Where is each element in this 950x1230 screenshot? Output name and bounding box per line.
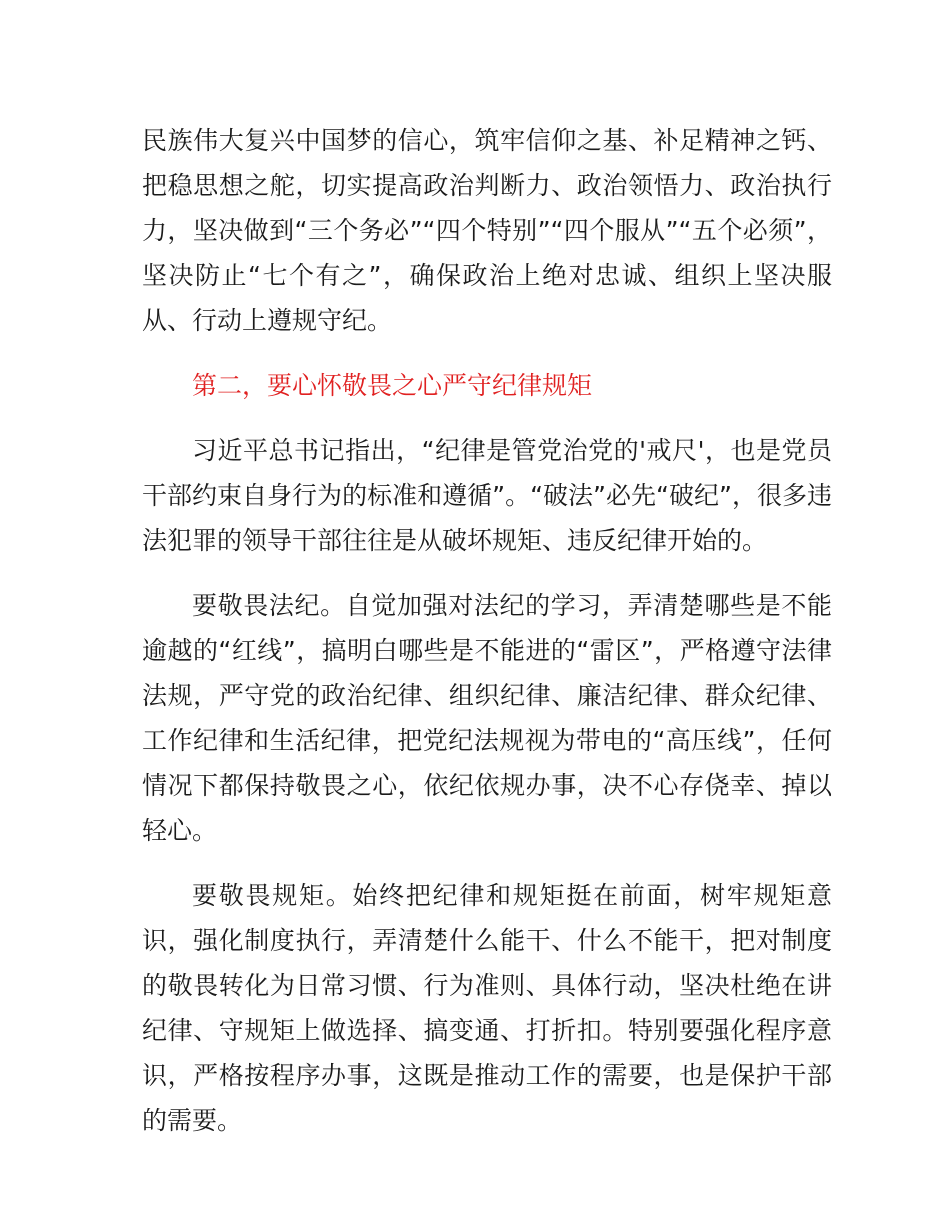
paragraph-continued: 民族伟大复兴中国梦的信心，筑牢信仰之基、补足精神之钙、把稳思想之舵，切实提高政治判断力、政治领悟力、政治执行力，坚决做到“三个务必”“四个特别”“四个服从”“五个必须”，坚决防止“七个有之”，确保政治上绝对忠诚、组织上坚决服从、行动上遵规守纪。 bbox=[142, 126, 832, 335]
document-body bbox=[142, 118, 832, 1163]
paragraph-quote: 习近平总书记指出，“纪律是管党治党的'戒尺'，也是党员干部约束自身行为的标准和遵循”。“破法”必先“破纪”，很多违法犯罪的领导干部往往是从破坏规矩、违反纪律开始的。 bbox=[142, 436, 832, 555]
paragraph-respect-law: 要敬畏法纪。自觉加强对法纪的学习，弄清楚哪些是不能逾越的“红线”，搞明白哪些是不能进的“雷区”，严格遵守法律法规，严守党的政治纪律、组织纪律、廉洁纪律、群众纪律、工作纪律和生活纪律，把党纪法规视为带电的“高压线”，任何情况下都保持敬畏之心，依纪依规办事，决不心存侥幸、掉以轻心。 bbox=[142, 591, 832, 845]
section-heading: 第二，要心怀敬畏之心严守纪律规矩 bbox=[192, 371, 593, 400]
paragraph-respect-rules: 要敬畏规矩。始终把纪律和规矩挺在前面，树牢规矩意识，强化制度执行，弄清楚什么能干、什么不能干，把对制度的敬畏转化为日常习惯、行为准则、具体行动，坚决杜绝在讲纪律、守规矩上做选择、搞变通、打折扣。特别要强化程序意识，严格按程序办事，这既是推动工作的需要，也是保护干部的需要。 bbox=[142, 881, 832, 1135]
